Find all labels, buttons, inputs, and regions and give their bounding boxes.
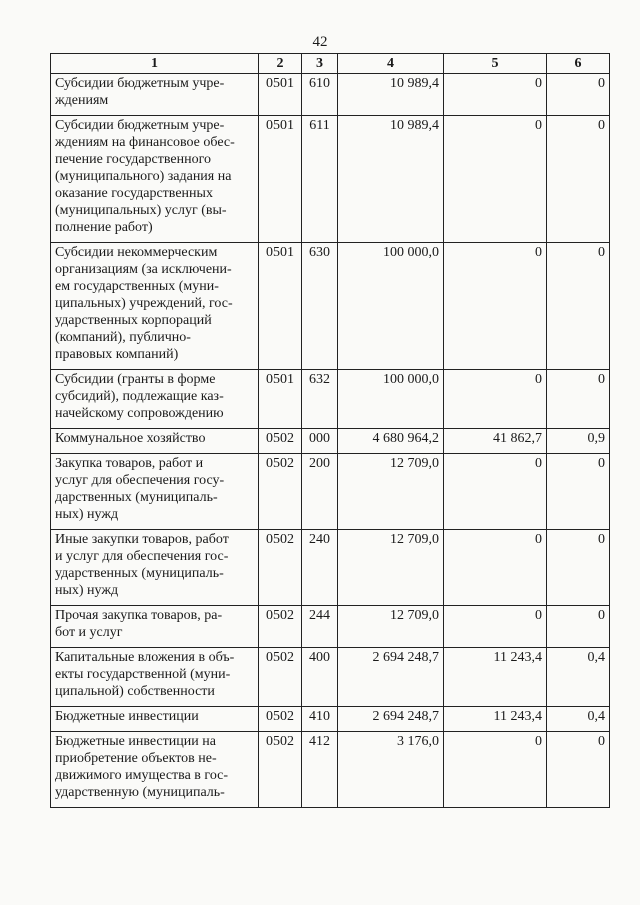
row-section-code: 0502: [259, 732, 302, 808]
row-plan-value: 12 709,0: [338, 454, 444, 530]
row-section-code: 0501: [259, 74, 302, 116]
row-name-cell: Иные закупки товаров, работ и услуг для обеспечения гос- ударственных (муниципаль- ных) нужд: [51, 530, 259, 606]
row-section-code: 0501: [259, 116, 302, 243]
row-section-code: 0502: [259, 606, 302, 648]
row-plan-value: 2 694 248,7: [338, 648, 444, 707]
row-actual-value: 41 862,7: [444, 429, 547, 454]
col-header-1: 1: [51, 54, 259, 74]
row-name-cell: Субсидии некоммерческим организациям (за исключени- ем государственных (муни- ципальных) учреждений, гос- ударственных корпораций (компаний), публично- правовых компаний): [51, 243, 259, 370]
row-percent-value: 0: [547, 243, 610, 370]
table-row: [51, 370, 610, 429]
row-section-code: 0502: [259, 648, 302, 707]
row-name-cell: Коммунальное хозяйство: [51, 429, 259, 454]
row-name-cell: Субсидии (гранты в форме субсидий), подлежащие каз- начейскому сопровождению: [51, 370, 259, 429]
row-percent-value: 0,4: [547, 707, 610, 732]
table-row: [51, 530, 610, 606]
row-name-cell: Прочая закупка товаров, ра- бот и услуг: [51, 606, 259, 648]
col-header-4: 4: [338, 54, 444, 74]
row-plan-value: 10 989,4: [338, 116, 444, 243]
row-percent-value: 0,4: [547, 648, 610, 707]
row-plan-value: 10 989,4: [338, 74, 444, 116]
page-number: 42: [312, 34, 328, 50]
table-row: [51, 116, 610, 243]
row-actual-value: 0: [444, 74, 547, 116]
row-section-code: 0502: [259, 429, 302, 454]
row-expense-type-code: 630: [302, 243, 338, 370]
row-plan-value: 12 709,0: [338, 530, 444, 606]
row-section-code: 0502: [259, 707, 302, 732]
row-section-code: 0501: [259, 370, 302, 429]
table-row: [51, 429, 610, 454]
row-percent-value: 0: [547, 116, 610, 243]
col-header-5: 5: [444, 54, 547, 74]
table-row: [51, 454, 610, 530]
col-header-6: 6: [547, 54, 610, 74]
row-actual-value: 0: [444, 732, 547, 808]
table-row: [51, 732, 610, 808]
row-plan-value: 100 000,0: [338, 370, 444, 429]
row-percent-value: 0: [547, 370, 610, 429]
row-actual-value: 0: [444, 530, 547, 606]
row-expense-type-code: 632: [302, 370, 338, 429]
row-name-cell: Капитальные вложения в объ- екты государственной (муни- ципальной) собственности: [51, 648, 259, 707]
row-percent-value: 0: [547, 74, 610, 116]
row-plan-value: 3 176,0: [338, 732, 444, 808]
row-actual-value: 11 243,4: [444, 707, 547, 732]
row-actual-value: 11 243,4: [444, 648, 547, 707]
row-name-cell: Субсидии бюджетным учре- ждениям на финансовое обес- печение государственного (муниципального) задания на оказание государственных (муниципальных) услуг (вы- полнение работ): [51, 116, 259, 243]
row-percent-value: 0,9: [547, 429, 610, 454]
row-plan-value: 4 680 964,2: [338, 429, 444, 454]
row-actual-value: 0: [444, 606, 547, 648]
row-actual-value: 0: [444, 116, 547, 243]
row-section-code: 0501: [259, 243, 302, 370]
row-plan-value: 2 694 248,7: [338, 707, 444, 732]
row-expense-type-code: 400: [302, 648, 338, 707]
table-row: [51, 606, 610, 648]
row-percent-value: 0: [547, 606, 610, 648]
row-expense-type-code: 200: [302, 454, 338, 530]
row-section-code: 0502: [259, 530, 302, 606]
row-name-cell: Бюджетные инвестиции: [51, 707, 259, 732]
row-actual-value: 0: [444, 454, 547, 530]
table-row: [51, 707, 610, 732]
col-header-2: 2: [259, 54, 302, 74]
row-percent-value: 0: [547, 530, 610, 606]
row-percent-value: 0: [547, 454, 610, 530]
row-expense-type-code: 000: [302, 429, 338, 454]
col-header-3: 3: [302, 54, 338, 74]
table-header-row: [51, 54, 610, 74]
table-row: [51, 243, 610, 370]
row-expense-type-code: 611: [302, 116, 338, 243]
row-expense-type-code: 410: [302, 707, 338, 732]
row-percent-value: 0: [547, 732, 610, 808]
table-row: [51, 648, 610, 707]
row-expense-type-code: 610: [302, 74, 338, 116]
row-expense-type-code: 244: [302, 606, 338, 648]
row-actual-value: 0: [444, 243, 547, 370]
row-name-cell: Закупка товаров, работ и услуг для обеспечения госу- дарственных (муниципаль- ных) нужд: [51, 454, 259, 530]
row-expense-type-code: 240: [302, 530, 338, 606]
row-expense-type-code: 412: [302, 732, 338, 808]
table-row: [51, 74, 610, 116]
row-actual-value: 0: [444, 370, 547, 429]
row-name-cell: Субсидии бюджетным учре- ждениям: [51, 74, 259, 116]
row-section-code: 0502: [259, 454, 302, 530]
row-plan-value: 100 000,0: [338, 243, 444, 370]
row-plan-value: 12 709,0: [338, 606, 444, 648]
budget-table: [50, 53, 610, 808]
row-name-cell: Бюджетные инвестиции на приобретение объектов не- движимого имущества в гос- ударственную (муниципаль-: [51, 732, 259, 808]
